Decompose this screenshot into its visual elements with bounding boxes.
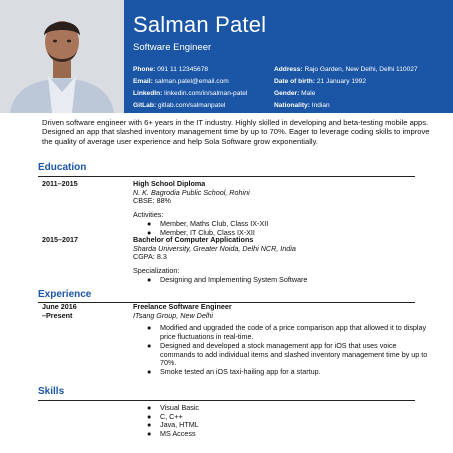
- education-list-label-2: Specialization:: [133, 266, 180, 276]
- skills-heading: Skills: [38, 386, 65, 397]
- contact-phone: Phone: 091 11 12345678: [133, 66, 209, 73]
- education-dates-2: 2015–2017: [42, 235, 78, 244]
- profile-photo: [0, 0, 124, 113]
- contact-address: Address: Rajo Garden, New Delhi, Delhi 110027: [274, 66, 418, 73]
- bullet-icon: ●: [147, 366, 152, 376]
- list-item: ● Designed and developed a stock management app for iOS that uses voice commands to add individual items and slashed inventory management time by up to 70%.: [147, 340, 428, 368]
- experience-title-1: Freelance Software Engineer: [133, 302, 232, 311]
- bullet-icon: ●: [147, 420, 152, 430]
- contact-gender: Gender: Male: [274, 90, 316, 97]
- education-score-2: CGPA: 8.3: [133, 252, 167, 262]
- bullet-icon: ●: [147, 403, 152, 412]
- contact-nationality: Nationality: Indian: [274, 102, 330, 109]
- bullet-icon: ●: [147, 227, 152, 237]
- education-entry-2: [133, 236, 433, 285]
- education-title-1: High School Diploma: [133, 179, 206, 188]
- education-list-label-1: Activities:: [133, 210, 164, 220]
- bullet-icon: ●: [147, 218, 152, 228]
- profile-summary: Driven software engineer with 6+ years in the IT industry. Highly skilled in developing and beta-testing mobile apps. Designed an app that slashed inventory management time by up to 70%. Eager to leverage coding skills to improve the quality of average user experience and help Sola Software grow exponentially.: [42, 118, 430, 146]
- education-score-1: CBSE: 88%: [133, 196, 171, 206]
- list-item: ● Java, HTML: [147, 420, 199, 430]
- education-specialization-list: [147, 276, 433, 285]
- bullet-icon: ●: [147, 323, 152, 333]
- resume-header: [0, 0, 453, 113]
- experience-dates-1: June 2016 –Present: [42, 302, 77, 320]
- skills-list: [147, 404, 433, 439]
- experience-heading: Experience: [38, 289, 92, 300]
- contact-linkedin[interactable]: LinkedIn: linkedin.com/in/salman-patel: [133, 90, 248, 97]
- education-entry-1: [133, 180, 433, 237]
- bullet-icon: ●: [147, 429, 152, 439]
- skills-divider: [38, 400, 415, 401]
- list-item: ● Visual Basic: [147, 403, 200, 412]
- experience-entry-1: [133, 303, 433, 377]
- list-item: ● Smoke tested an iOS taxi-hailing app for a startup.: [147, 366, 321, 376]
- list-item: ● Member, IT Club, Class IX-XII: [147, 227, 255, 237]
- education-org-1: N. K. Bagrodia Public School, Rohini: [133, 187, 250, 197]
- bullet-icon: ●: [147, 411, 152, 421]
- bullet-icon: ●: [147, 274, 152, 284]
- education-dates-1: 2011–2015: [42, 179, 78, 188]
- candidate-name: Salman Patel: [133, 12, 267, 37]
- education-divider: [38, 176, 415, 177]
- contact-dob: Date of birth: 21 January 1992: [274, 78, 366, 85]
- candidate-role: Software Engineer: [133, 42, 212, 53]
- list-item: ● MS Access: [147, 429, 196, 439]
- experience-duties-list: [147, 324, 433, 376]
- list-item: ● Modified and upgraded the code of a price comparison app that allowed it to display price fluctuations in real-time.: [147, 323, 427, 342]
- contact-gitlab[interactable]: GitLab: gitlab.com/salmanpatel: [133, 102, 226, 109]
- education-org-2: Sharda University, Greater Noida, Delhi NCR, India: [133, 243, 296, 253]
- list-item: ● C, C++: [147, 411, 183, 421]
- contact-email[interactable]: Email: salman.patel@email.com: [133, 78, 229, 85]
- experience-org-1: ITsang Group, New Delhi: [133, 310, 214, 320]
- skills-entry: [133, 404, 433, 439]
- list-item: ● Designing and Implementing System Software: [147, 274, 308, 284]
- education-title-2: Bachelor of Computer Applications: [133, 235, 254, 244]
- list-item: ● Member, Maths Club, Class IX-XII: [147, 218, 269, 228]
- bullet-icon: ●: [147, 340, 152, 350]
- education-heading: Education: [38, 162, 87, 173]
